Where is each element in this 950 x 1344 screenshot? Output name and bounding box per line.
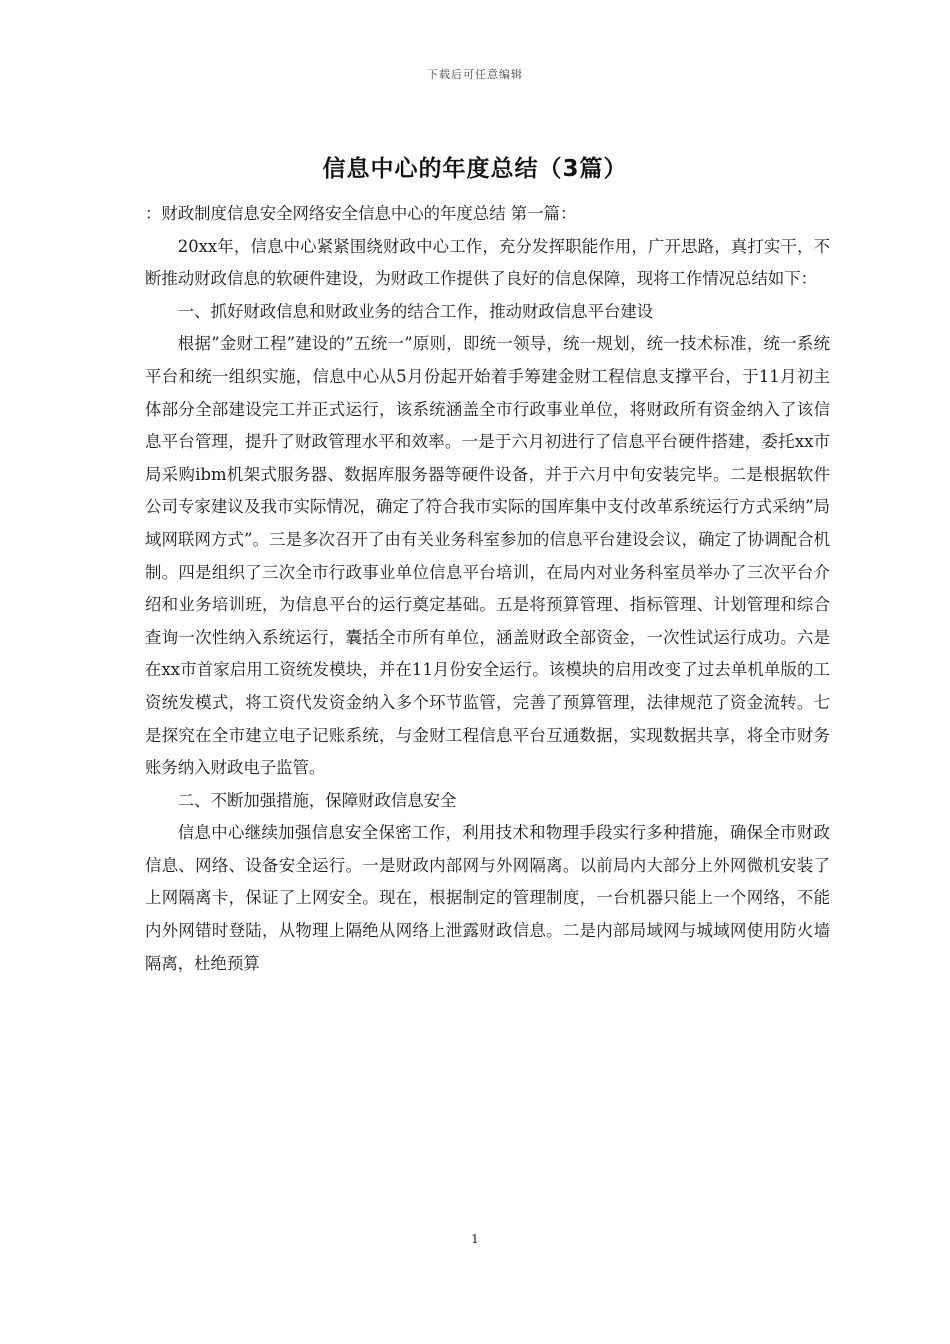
document-body: [145, 198, 830, 980]
section-heading: 一、抓好财政信息和财政业务的结合工作，推动财政信息平台建设: [177, 301, 654, 321]
section-heading: 二、不断加强措施，保障财政信息安全: [177, 790, 457, 810]
paragraph: 信息中心继续加强信息安全保密工作，利用技术和物理手段实行多种措施，确保全市财政信息、网络、设备安全运行。一是财政内部网与外网隔离。以前局内大部分上外网微机安装了上网隔离卡，保证了上网安全。现在，根据制定的管理制度，一台机器只能上一个网络，不能内外网错时登陆，从物理上隔绝从网络上泄露财政信息。二是内部局域网与城域网使用防火墙隔离，杜绝预算: [145, 823, 830, 973]
intro-line: ：财政制度信息安全网络安全信息中心的年度总结 第一篇：: [145, 204, 577, 223]
paragraph: 20xx年，信息中心紧紧围绕财政中心工作，充分发挥职能作用，广开思路，真打实干，不断推动财政信息的软硬件建设，为财政工作提供了良好的信息保障，现将工作情况总结如下：: [145, 236, 830, 289]
document-title: 信息中心的年度总结（3篇）: [322, 156, 628, 182]
paragraph: 根据”金财工程”建设的”五统一”原则，即统一领导，统一规划，统一技术标准，统一系统平台和统一组织实施，信息中心从5月份起开始着手筹建金财工程信息支撑平台，于11月初主体部分全部建设完工并正式运行，该系统涵盖全市行政事业单位，将财政所有资金纳入了该信息平台管理，提升了财政管理水平和效率。一是于六月初进行了信息平台硬件搭建，委托xx市局采购ibm机架式服务器、数据库服务器等硬件设备，并于六月中旬安装完毕。二是根据软件公司专家建议及我市实际情况，确定了符合我市实际的国库集中支付改革系统运行方式采纳”局域网联网方式”。三是多次召开了由有关业务科室参加的信息平台建设会议，确定了协调配合机制。四是组织了三次全市行政事业单位信息平台培训，在局内对业务科室员举办了三次平台介绍和业务培训班，为信息平台的运行奠定基础。五是将预算管理、指标管理、计划管理和综合查询一次性纳入系统运行，囊括全市所有单位，涵盖财政全部资金，一次性试运行成功。六是在xx市首家启用工资统发模块，并在11月份安全运行。该模块的启用改变了过去单机单版的工资统发模式，将工资代发资金纳入多个环节监管，完善了预算管理，法律规范了资金流转。七是探究在全市建立电子记账系统，与金财工程信息平台互通数据，实现数据共享，将全市财务账务纳入财政电子监管。: [145, 334, 830, 778]
page-number: 1: [471, 1232, 479, 1246]
header-note: 下载后可任意编辑: [427, 68, 523, 81]
